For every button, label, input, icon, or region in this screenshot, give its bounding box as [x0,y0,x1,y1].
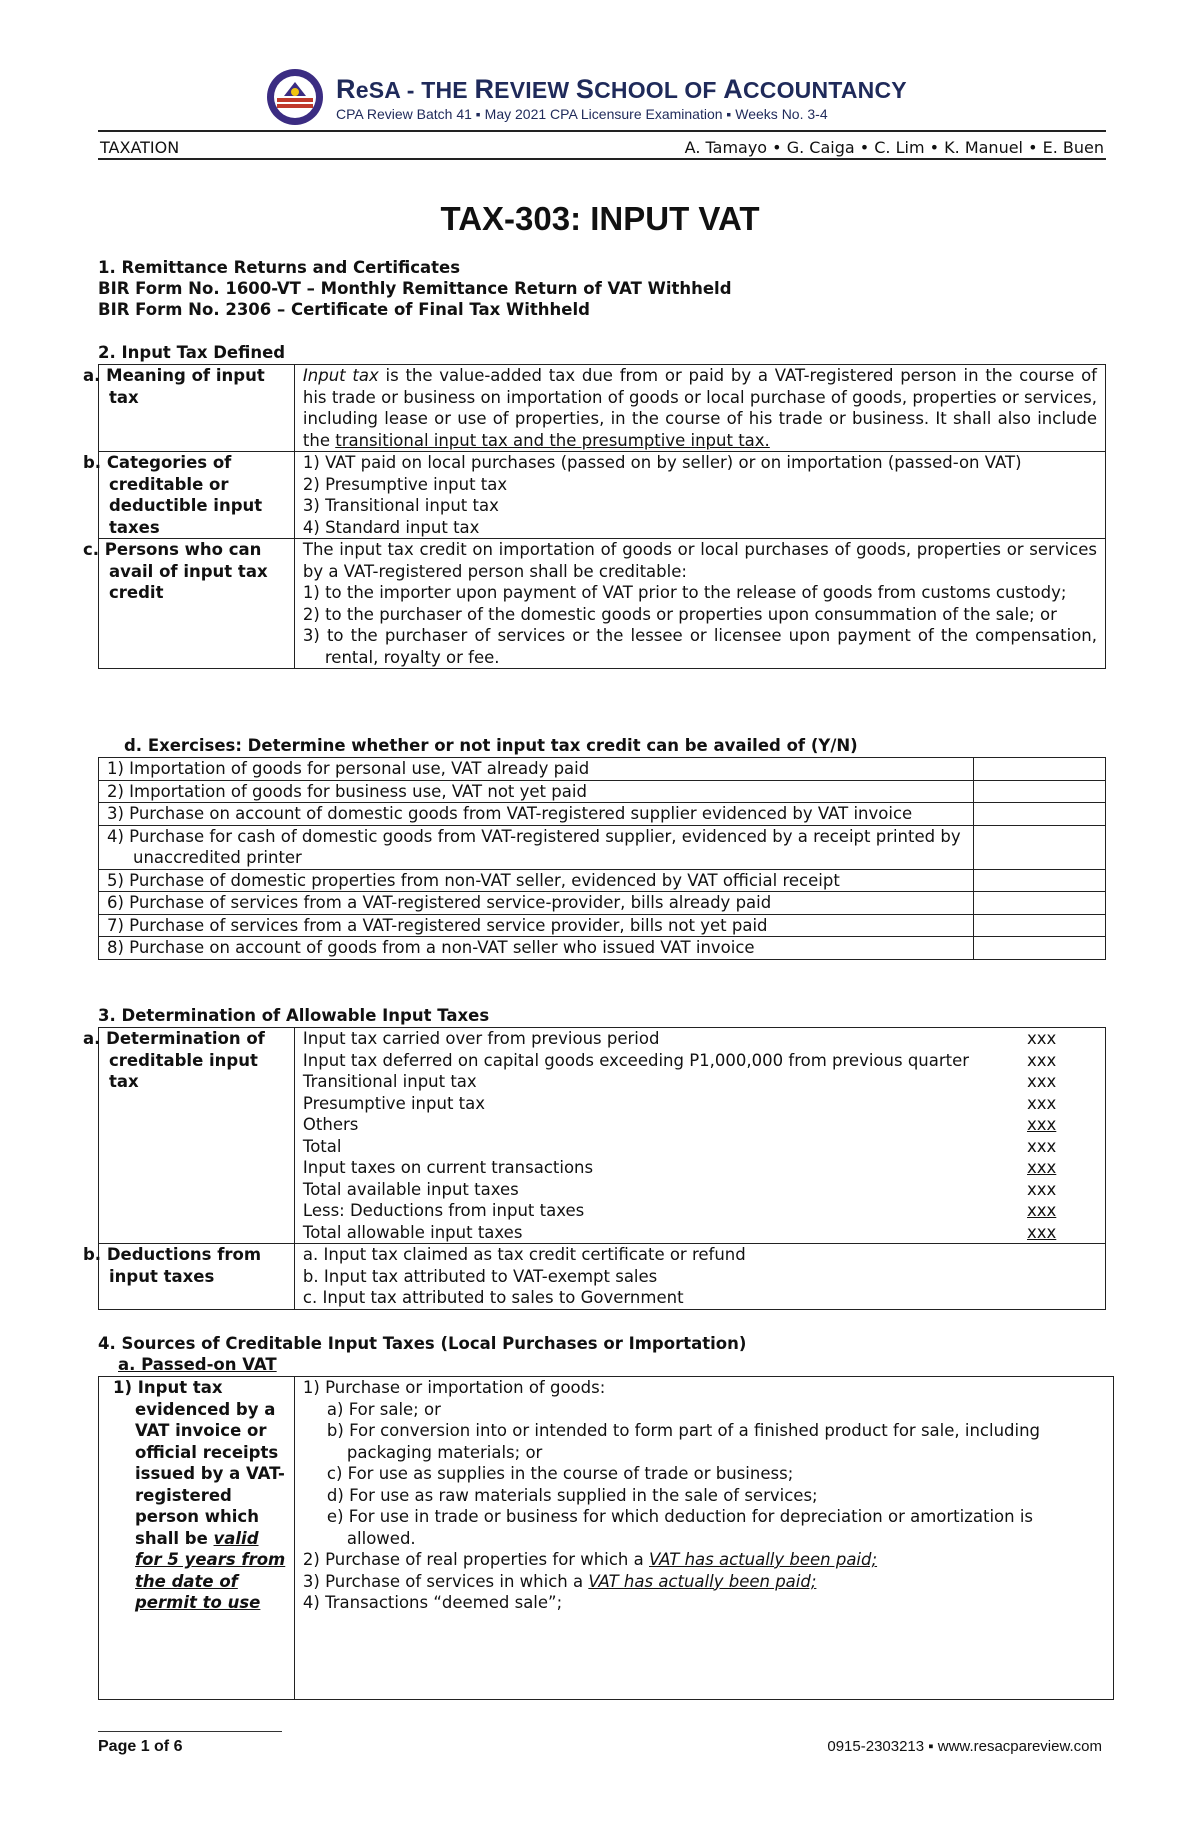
categories-list [294,452,1105,539]
deductions-label: b. Deductions from input taxes [99,1244,295,1310]
list-item: 3) Transitional input tax [302,496,499,515]
list-item: 1) VAT paid on local purchases (passed on by seller) or on importation (passed-on VAT) [302,453,1022,472]
list-subitem: b) For conversion into or intended to form part of a finished product for sale, including packaging materials; or [326,1421,1041,1462]
answer-cell[interactable] [974,914,1106,937]
section1-heading: 1. Remittance Returns and Certificates [98,258,461,277]
item-emphasis: VAT has actually been paid; [648,1550,878,1569]
exercise-item: 7) Purchase of services from a VAT-registered service provider, bills not yet paid [99,914,974,937]
persons-label: c. Persons who can avail of input tax credit [99,539,295,669]
computation-line [303,1157,1065,1179]
page-title: TAX-303: INPUT VAT [440,200,760,237]
subject-label: TAXATION [100,138,180,157]
exercise-item: 3) Purchase on account of domestic goods from VAT-registered supplier evidenced by VAT invoice [99,803,974,826]
determination-lines [294,1028,1105,1244]
list-item: 2) to the purchaser of the domestic goods or properties upon consummation of the sale; or [302,604,1057,624]
meaning-body: is the value-added tax due from or paid by a VAT-registered person in the course of his trade or business on importation of goods or local purchase of goods, properties or services, including lease or use of properties, in the course of his trade or business. It shall also include the [302,366,1097,450]
table-row [99,452,1106,539]
passed-on-vat-items [294,1377,1113,1700]
line-amount: xxx [1027,1093,1057,1113]
list-item [303,1549,1105,1571]
header-rule-top [98,130,1106,132]
line-label: Total [302,1136,342,1156]
answer-cell[interactable] [974,892,1106,915]
list-item: 1) Purchase or importation of goods: [302,1378,606,1397]
computation-line [303,1050,1065,1072]
line-label: Transitional input tax [302,1072,477,1091]
meaning-lead: Input tax [302,366,379,385]
list-item: 3) to the purchaser of services or the lessee or licensee upon payment of the compensation, rental, royalty or fee. [302,626,1097,667]
school-name-part: R [336,74,356,104]
section3-heading: 3. Determination of Allowable Input Taxes [98,1006,490,1025]
footer-rule [98,1731,282,1732]
list-subitem: d) For use as raw materials supplied in the sale of services; [326,1485,818,1505]
exercise-item: 2) Importation of goods for business use, VAT not yet paid [99,780,974,803]
list-item: a. Input tax claimed as tax credit certificate or refund [302,1245,746,1264]
section4-heading: 4. Sources of Creditable Input Taxes (Local Purchases or Importation) [98,1334,747,1353]
list-item [303,1571,1105,1593]
table-row [99,539,1106,669]
line-amount: xxx [1027,1115,1057,1134]
resa-logo-icon [266,68,324,126]
item-emphasis: VAT has actually been paid; [588,1571,817,1591]
answer-cell[interactable] [974,869,1106,892]
table-row [99,825,1106,869]
table-row [99,937,1106,960]
computation-line [303,1028,1065,1050]
table-row [99,1377,1114,1700]
persons-list [294,539,1105,669]
list-item: c. Input tax attributed to sales to Government [302,1288,684,1307]
section4-subheading: a. Passed-on VAT [118,1355,277,1374]
answer-cell[interactable] [974,803,1106,826]
section1-line2: BIR Form No. 2306 – Certificate of Final Tax Withheld [98,300,590,319]
exercises-table [98,757,1106,960]
determination-label: a. Determination of creditable input tax [99,1028,295,1244]
school-name-part: - T [400,77,436,103]
batch-info: CPA Review Batch 41 ▪ May 2021 CPA Licensure Examination ▪ Weeks No. 3-4 [336,106,828,122]
authors-list: A. Tamayo • G. Caiga • C. Lim • K. Manuel • E. Buen [684,138,1104,157]
section1-line1: BIR Form No. 1600-VT – Monthly Remittance Return of VAT Withheld [98,279,732,298]
computation-line [303,1071,1065,1093]
line-amount: xxx [1027,1222,1057,1242]
exercise-item: 6) Purchase of services from a VAT-registered service-provider, bills already paid [99,892,974,915]
line-amount: xxx [1027,1050,1057,1070]
computation-line [303,1200,1065,1222]
school-name-part: HE [435,77,475,103]
exercise-item: 8) Purchase on account of goods from a non-VAT seller who issued VAT invoice [99,937,974,960]
deductions-list [294,1244,1105,1310]
sources-table [98,1376,1114,1700]
header-rule-bottom [98,158,1106,160]
item-text: 2) Purchase of real properties for which a [302,1550,649,1569]
persons-intro: The input tax credit on importation of goods or local purchases of goods, properties or services by a VAT-registered person shall be creditable: [302,540,1097,581]
computation-line [303,1136,1065,1158]
line-label: Presumptive input tax [302,1093,486,1113]
answer-cell[interactable] [974,825,1106,869]
label-text: 1) Input tax evidenced by a VAT invoice or official receipts issued by a VAT-registered person which shall be [113,1378,285,1548]
answer-cell[interactable] [974,758,1106,781]
list-subitem: c) For use as supplies in the course of trade or business; [326,1464,794,1483]
table-row [99,758,1106,781]
list-item: 1) to the importer upon payment of VAT prior to the release of goods from customs custody; [302,583,1067,602]
line-label: Input tax deferred on capital goods exceeding P1,000,000 from previous quarter [302,1050,970,1070]
item-text: 3) Purchase of services in which a [302,1571,589,1591]
school-name-part: R [474,74,495,104]
line-label: Input taxes on current transactions [302,1158,594,1177]
exercise-item: 5) Purchase of domestic properties from non-VAT seller, evidenced by VAT official receipt [99,869,974,892]
table-row [99,1028,1106,1244]
label-validity: valid for 5 years from the date of permit to use [135,1528,286,1612]
school-name-part: eSA [355,77,401,103]
page-number: Page 1 of 6 [98,1738,183,1755]
line-amount: xxx [1027,1029,1057,1048]
line-label: Input tax carried over from previous period [302,1029,660,1048]
list-item: 4) Standard input tax [302,517,480,537]
computation-line [303,1114,1065,1136]
line-label: Less: Deductions from input taxes [302,1201,585,1220]
list-item: b. Input tax attributed to VAT-exempt sales [302,1266,658,1286]
list-item: 2) Presumptive input tax [302,474,508,494]
input-tax-defined-table [83,364,1106,669]
line-amount: xxx [1027,1136,1057,1156]
table-row [99,365,1106,452]
table-row [99,914,1106,937]
section2-heading: 2. Input Tax Defined [98,343,286,362]
school-name-part: EVIEW [494,77,576,103]
list-item: 4) Transactions “deemed sale”; [302,1593,563,1612]
school-name [336,74,907,105]
table-row [99,1244,1106,1310]
exercises-heading: d. Exercises: Determine whether or not input tax credit can be availed of (Y/N) [124,736,858,755]
table-row [99,892,1106,915]
answer-cell[interactable] [974,937,1106,960]
answer-cell[interactable] [974,780,1106,803]
exercise-item: 1) Importation of goods for personal use, VAT already paid [99,758,974,781]
table-row [99,869,1106,892]
computation-line [303,1179,1065,1201]
table-row [99,803,1106,826]
categories-label: b. Categories of creditable or deductible input taxes [99,452,295,539]
line-label: Others [302,1115,359,1134]
passed-on-vat-label [99,1377,295,1700]
line-amount: xxx [1027,1072,1057,1091]
table-row [99,780,1106,803]
school-name-part: S [575,74,595,104]
school-name-part: CHOOL OF [594,77,724,103]
computation-line [303,1093,1065,1115]
school-name-part: CCOUNTANCY [742,77,907,103]
meaning-text [294,365,1105,452]
line-amount: xxx [1027,1201,1057,1220]
list-subitem: a) For sale; or [326,1399,441,1419]
exercise-item: 4) Purchase for cash of domestic goods from VAT-registered supplier, evidenced by a receipt printed by unaccredited printer [99,825,974,869]
computation-line [303,1222,1065,1244]
list-subitem: e) For use in trade or business for which deduction for depreciation or amortization is allowed. [326,1507,1034,1548]
school-name-part: A [723,74,743,104]
footer-contact: 0915-2303213 ▪ www.resacpareview.com [827,1738,1102,1755]
line-amount: xxx [1027,1179,1057,1199]
meaning-underlined: transitional input tax and the presumptive input tax. [335,430,770,450]
line-label: Total available input taxes [302,1179,519,1199]
meaning-label: a. Meaning of input tax [99,365,295,452]
line-amount: xxx [1027,1158,1057,1177]
allowable-input-taxes-table [83,1027,1106,1310]
page-header [98,68,1106,164]
line-label: Total allowable input taxes [302,1222,523,1242]
